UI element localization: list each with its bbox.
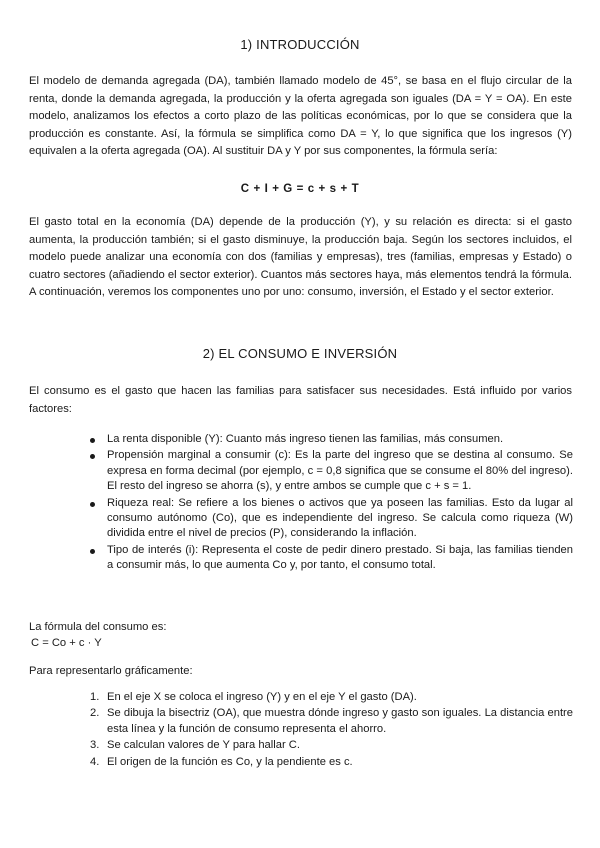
list-item [90,448,573,494]
section1-paragraph2: El gasto total en la economía (DA) depende de la producción (Y), y su relación es directa: si el gasto aumenta, la producción también; si el gasto disminuye, la producción baja. Según los sectores incluidos, el modelo puede analizar una economía con dos (familias y empresas), tres (familias, empresas y Estado) o cuatro sectores (añadiendo el sector exterior). Cuantos más sectores haya, más elementos tendrá la fórmula. A continuación, veremos los componentes uno por uno: consumo, inversión, el Estado y el sector exterior. [29,216,572,299]
step-number: 1. [90,691,100,703]
list-item [90,690,573,705]
list-item-text: Riqueza real: Se refiere a los bienes o activos que ya poseen las familias. Esto da lugar al consumo autónomo (Co), que es independiente del ingreso. Se calcula como riqueza (W) dividida entre el nivel de precios (P), considerando la inflación. [107,496,573,540]
list-item [90,543,573,574]
list-item [90,432,573,447]
section1-paragraph1: El modelo de demanda agregada (DA), también llamado modelo de 45°, se basa en el flujo circular de la renta, donde la demanda agregada, la producción y la oferta agregada son iguales (DA = Y = OA). En este modelo, analizamos los efectos a corto plazo de las políticas económicas, por lo que se considera que la producción es constante. Así, la fórmula se simplifica como DA = Y, lo que significa que los ingresos (Y) equivalen a la oferta agregada (OA). Al sustituir DA y Y por sus componentes, la fórmula sería: [29,75,572,158]
list-item-text: Se calculan valores de Y para hallar C. [107,739,300,752]
bullet-icon [90,454,95,459]
section2-heading: 2) EL CONSUMO E INVERSIÓN [202,346,398,361]
list-item [90,738,573,753]
list-item-text: La renta disponible (Y): Cuanto más ingreso tienen las familias, más consumen. [107,433,504,445]
list-item [90,755,573,770]
list-item [90,496,573,542]
consumption-formula: C = Co + c · Y [31,637,102,649]
list-item [90,706,573,737]
bullet-icon [90,549,95,554]
list-item-text: Tipo de interés (i): Representa el coste de pedir dinero prestado. Si baja, las familias tienden a consumir más, lo que aumenta Co y, por tanto, el consumo total. [107,543,573,572]
step-number: 2. [90,707,100,720]
bullet-icon [90,438,95,443]
list-item-text: Propensión marginal a consumir (c): Es la parte del ingreso que se destina al consumo. Se expresa en forma decimal (por ejemplo, c = 0,8 significa que se consume el 80% del ingreso). El resto del ingreso se ahorra (s), y entre ambos se cumple que c + s = 1. [107,449,573,493]
list-item-text: El origen de la función es Co, y la pendiente es c. [107,755,353,768]
section1-formula: C + I + G = c + s + T [240,183,360,195]
step-number: 3. [90,739,100,752]
consumption-formula-label: La fórmula del consumo es: [29,621,167,633]
list-item-text: Se dibuja la bisectriz (OA), que muestra dónde ingreso y gasto son iguales. La distancia entre esta línea y la función de consumo representa el ahorro. [107,707,573,735]
list-item-text: En el eje X se coloca el ingreso (Y) y en el eje Y el gasto (DA). [107,691,417,703]
step-number: 4. [90,755,100,768]
graph-steps-list [90,690,573,771]
graph-label: Para representarlo gráficamente: [29,665,193,677]
section2-intro: El consumo es el gasto que hacen las familias para satisfacer sus necesidades. Está influido por varios factores: [29,385,572,415]
consumption-factors-list [90,432,573,575]
bullet-icon [90,502,95,507]
section1-heading: 1) INTRODUCCIÓN [240,37,360,52]
